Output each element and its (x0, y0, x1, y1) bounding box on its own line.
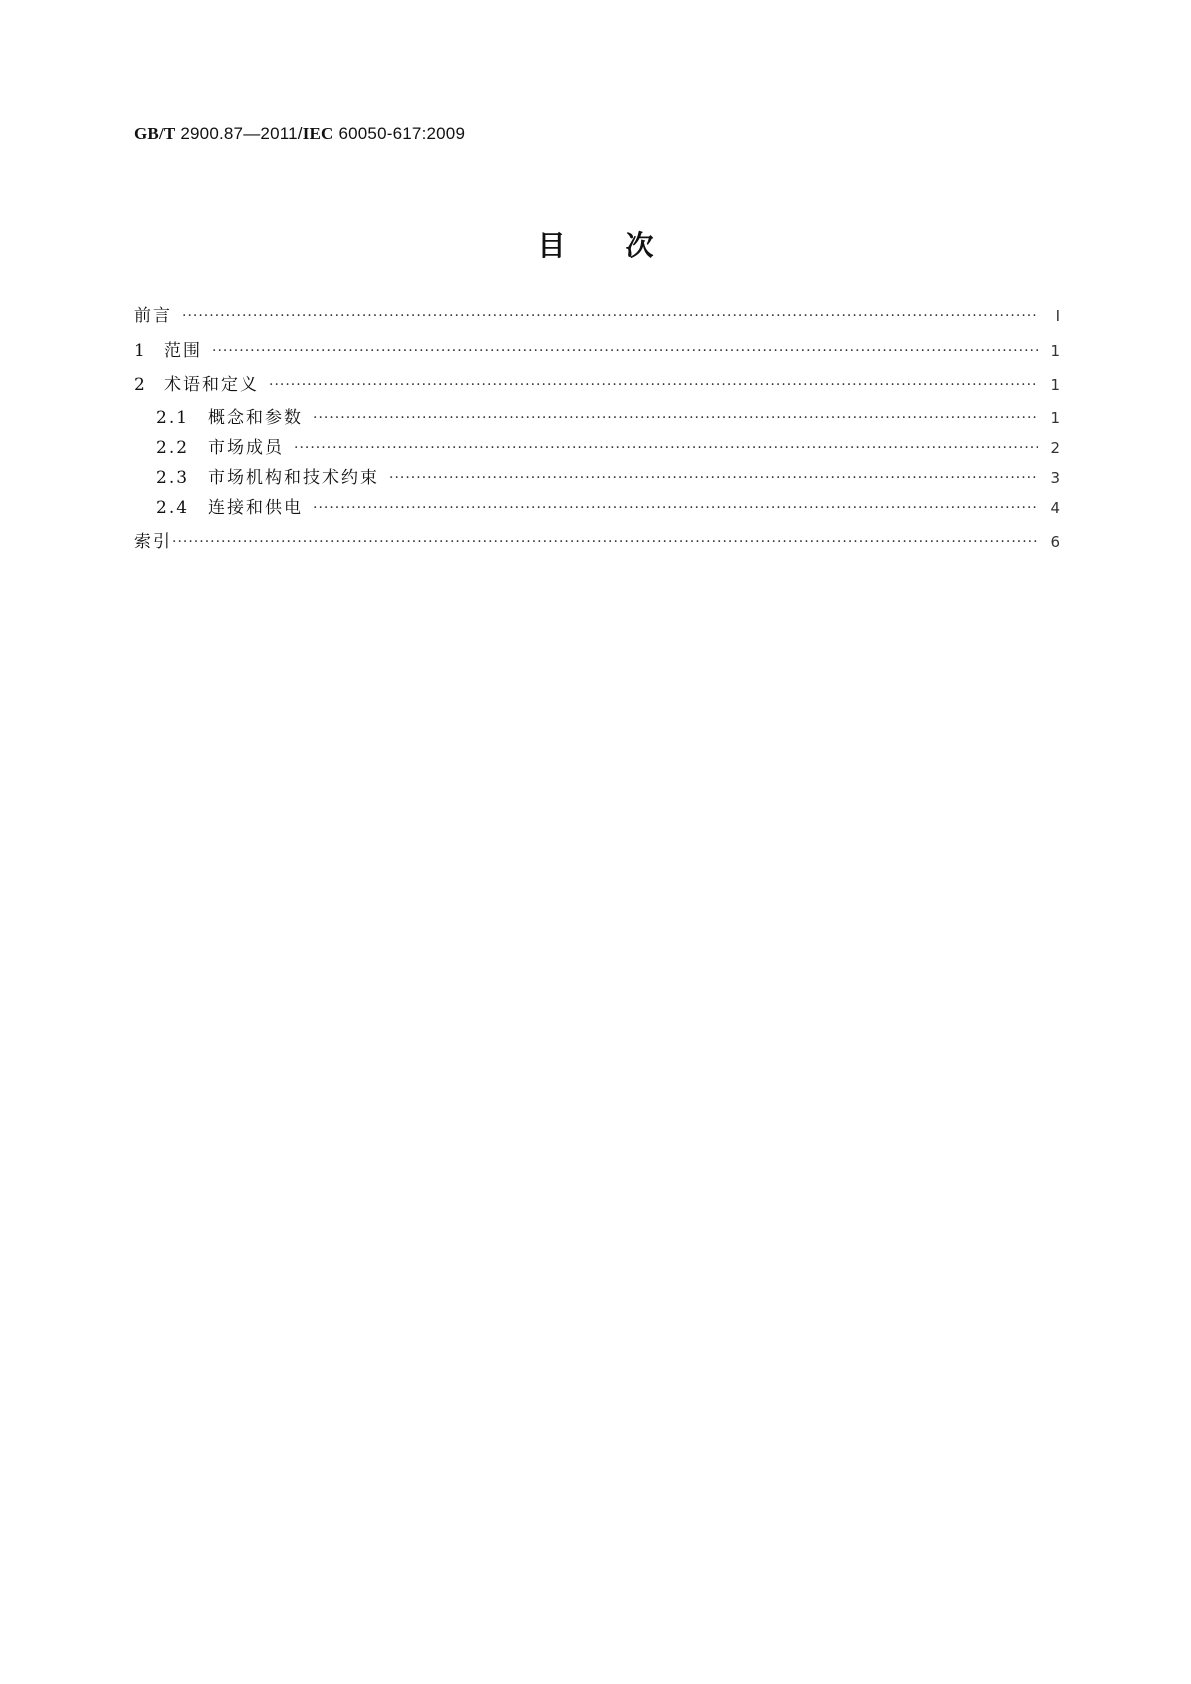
toc-entry-scope[interactable] (134, 339, 1060, 363)
toc-entry-number: 2 (134, 375, 145, 395)
document-header (134, 124, 465, 144)
toc-entry-2-2[interactable] (156, 436, 1060, 460)
dot-leader (172, 530, 1038, 554)
toc-entry-terms[interactable] (134, 373, 1060, 397)
toc-entry-label: 索引 (134, 532, 172, 552)
toc-entry-label: 前言 (134, 306, 172, 326)
toc-title: 目次 (537, 229, 714, 262)
toc-entry-index[interactable] (134, 530, 1060, 554)
toc-entry-page: 1 (1050, 409, 1060, 427)
dot-leader (269, 373, 1038, 397)
toc-entry-number: 2.1 (156, 408, 190, 428)
toc-entry-page: 3 (1050, 469, 1060, 487)
toc-entry-label: 市场成员 (208, 438, 284, 458)
toc-entry-page: 2 (1050, 439, 1060, 457)
toc-entry-page: Ⅰ (1055, 307, 1060, 325)
dot-leader (389, 466, 1038, 490)
dot-leader (182, 304, 1038, 328)
toc-entry-label: 连接和供电 (208, 498, 303, 518)
toc-entry-page: 4 (1050, 499, 1060, 517)
toc-entry-2-3[interactable] (156, 466, 1060, 490)
iec-number: 60050-617:2009 (333, 124, 466, 143)
standard-number: 2900.87—2011/ (175, 124, 303, 143)
toc-entry-label: 概念和参数 (208, 408, 303, 428)
toc-entry-page: 6 (1050, 533, 1060, 551)
iec-prefix: IEC (302, 124, 334, 143)
toc-entry-2-4[interactable] (156, 496, 1060, 520)
toc-entry-number: 2.4 (156, 498, 190, 518)
dot-leader (313, 496, 1038, 520)
dot-leader (212, 339, 1038, 363)
toc-entry-number: 2.3 (156, 468, 190, 488)
toc-entry-label: 范围 (164, 341, 202, 361)
standard-prefix: GB/T (134, 124, 176, 143)
toc-entry-foreword[interactable] (134, 304, 1060, 328)
toc-entry-2-1[interactable] (156, 406, 1060, 430)
toc-entry-label: 市场机构和技术约束 (208, 468, 379, 488)
toc-entry-number: 1 (134, 341, 145, 361)
toc-entry-number: 2.2 (156, 438, 190, 458)
toc-entry-label: 术语和定义 (164, 375, 259, 395)
dot-leader (313, 406, 1038, 430)
toc-entry-page: 1 (1050, 376, 1060, 394)
toc-entry-page: 1 (1050, 342, 1060, 360)
dot-leader (294, 436, 1038, 460)
